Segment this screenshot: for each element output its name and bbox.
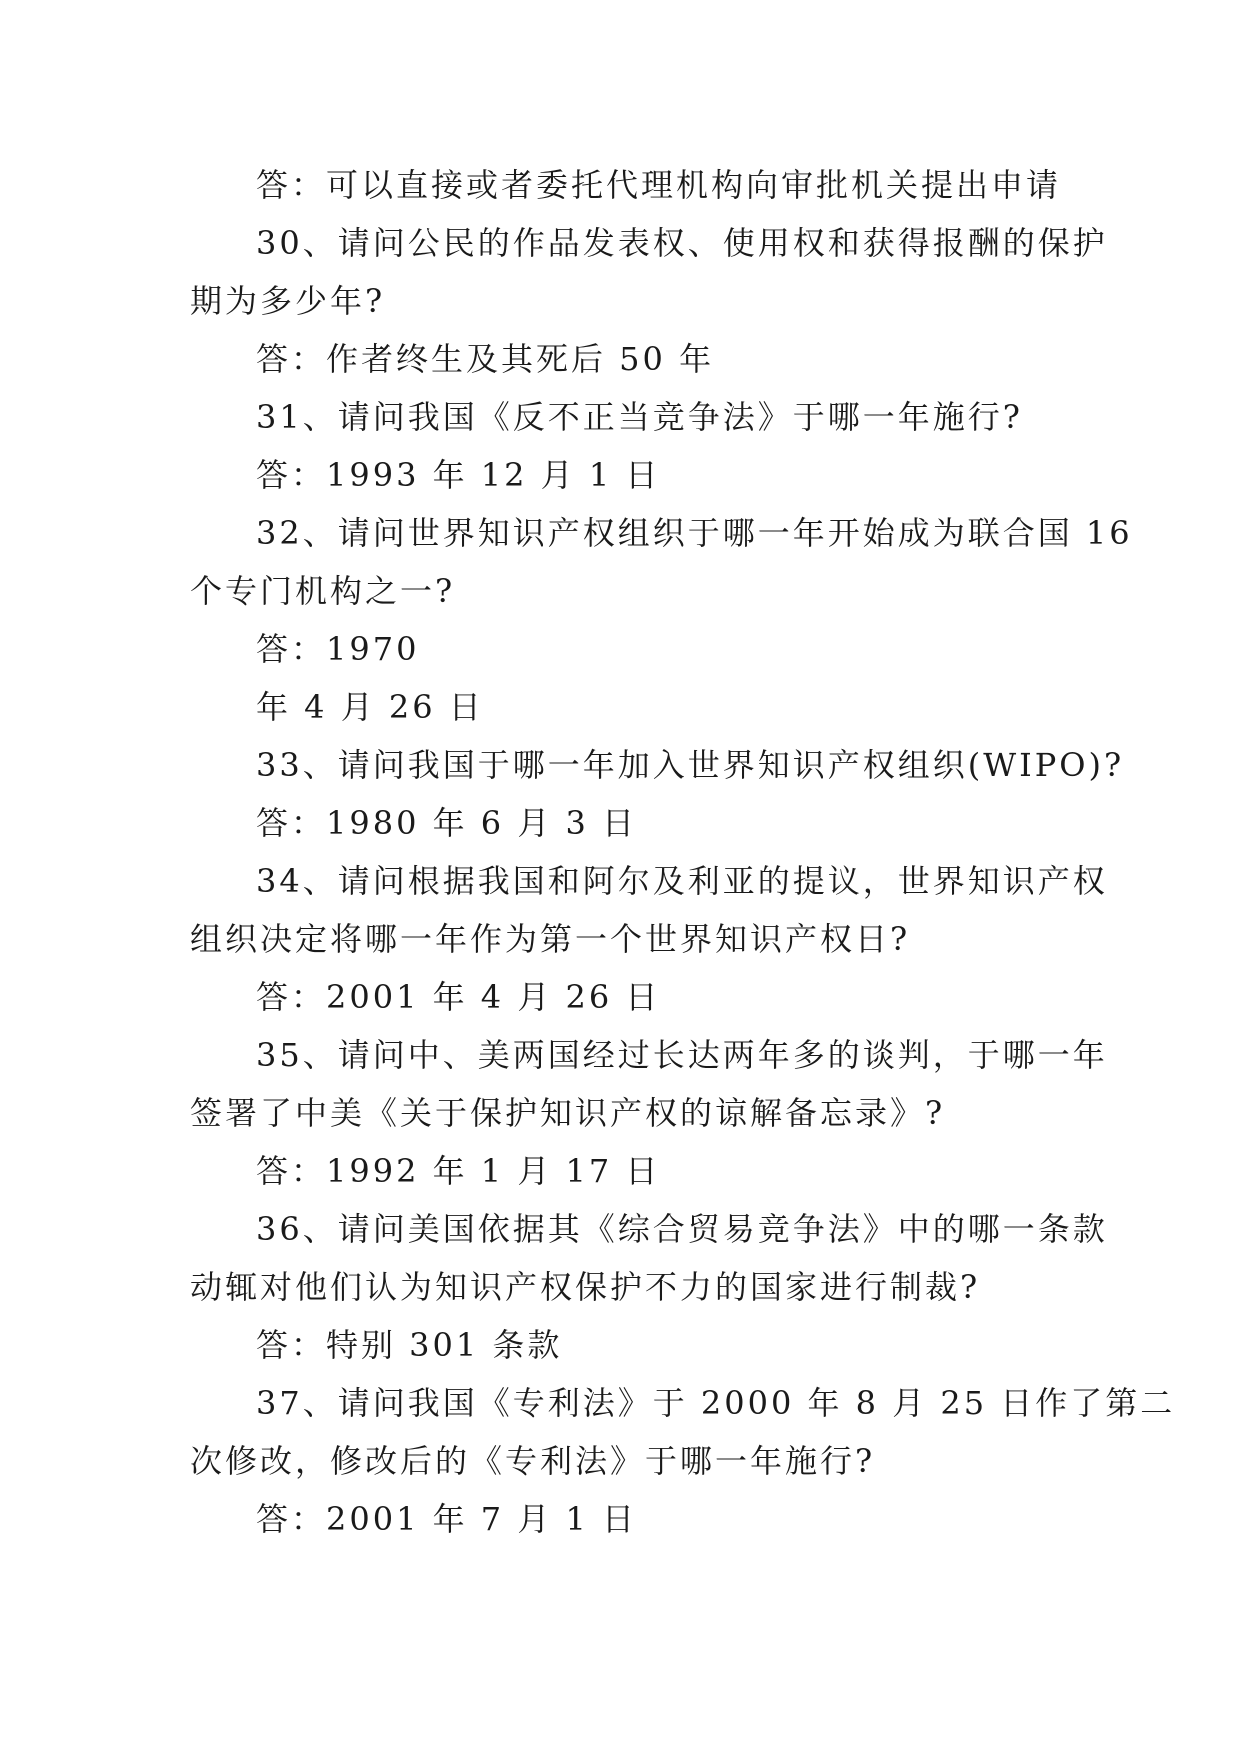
text-line: 个专门机构之一? xyxy=(190,572,456,610)
text-line: 32、请问世界知识产权组织于哪一年开始成为联合国 16 xyxy=(256,514,1133,552)
text-line: 35、请问中、美两国经过长达两年多的谈判，于哪一年 xyxy=(256,1036,1108,1074)
text-line: 答：1992 年 1 月 17 日 xyxy=(256,1152,661,1190)
text-line: 答：特别 301 条款 xyxy=(256,1326,563,1364)
text-line: 30、请问公民的作品发表权、使用权和获得报酬的保护 xyxy=(256,224,1108,262)
text-line: 33、请问我国于哪一年加入世界知识产权组织(WIPO)? xyxy=(256,746,1125,784)
text-line: 答：2001 年 4 月 26 日 xyxy=(256,978,661,1016)
text-line: 答：1970 xyxy=(256,630,420,668)
text-line: 答：可以直接或者委托代理机构向审批机关提出申请 xyxy=(256,166,1062,204)
text-line: 34、请问根据我国和阿尔及利亚的提议，世界知识产权 xyxy=(256,862,1108,900)
text-line: 31、请问我国《反不正当竞争法》于哪一年施行? xyxy=(256,398,1023,436)
text-line: 答：作者终生及其死后 50 年 xyxy=(256,340,715,378)
text-line: 答：1980 年 6 月 3 日 xyxy=(256,804,638,842)
text-line: 答：2001 年 7 月 1 日 xyxy=(256,1500,638,1538)
text-line: 年 4 月 26 日 xyxy=(256,688,484,726)
text-line: 签署了中美《关于保护知识产权的谅解备忘录》? xyxy=(190,1094,946,1132)
document-body xyxy=(190,156,1176,1548)
text-line: 答：1993 年 12 月 1 日 xyxy=(256,456,661,494)
text-line: 动辄对他们认为知识产权保护不力的国家进行制裁? xyxy=(190,1268,981,1306)
text-line: 37、请问我国《专利法》于 2000 年 8 月 25 日作了第二 xyxy=(256,1384,1176,1422)
text-line: 组织决定将哪一年作为第一个世界知识产权日? xyxy=(190,920,911,958)
text-line: 期为多少年? xyxy=(190,282,386,320)
text-line: 36、请问美国依据其《综合贸易竞争法》中的哪一条款 xyxy=(256,1210,1108,1248)
text-line: 次修改，修改后的《专利法》于哪一年施行? xyxy=(190,1442,876,1480)
